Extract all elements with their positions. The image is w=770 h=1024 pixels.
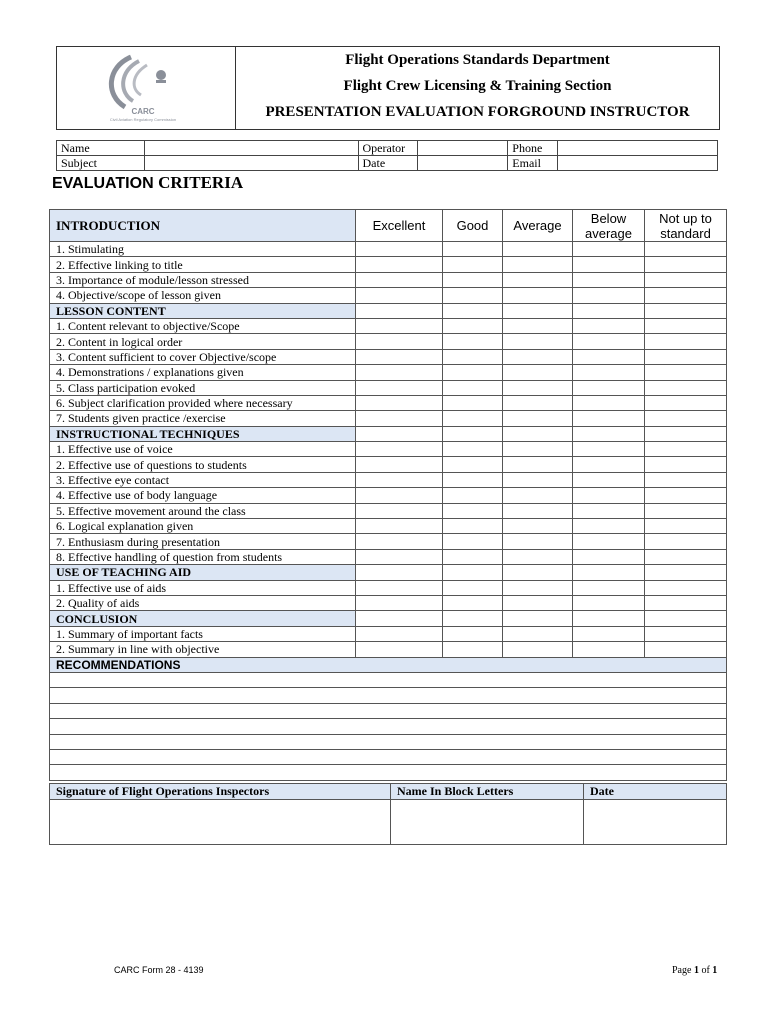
rating-cell[interactable] <box>573 242 645 257</box>
criteria-row <box>50 503 727 518</box>
rating-cell[interactable] <box>503 534 573 549</box>
name-field[interactable] <box>144 141 358 156</box>
rating-cell[interactable] <box>356 411 443 426</box>
rating-cell[interactable] <box>356 580 443 595</box>
evaluation-heading-part2: CRITERIA <box>158 173 244 192</box>
rating-cell[interactable] <box>645 365 727 380</box>
rating-cell[interactable] <box>503 395 573 410</box>
rating-cell[interactable] <box>503 380 573 395</box>
rating-cell[interactable] <box>443 565 503 580</box>
rating-cell[interactable] <box>443 457 503 472</box>
criteria-row <box>50 257 727 272</box>
rating-cell[interactable] <box>356 365 443 380</box>
evaluation-heading <box>52 173 243 193</box>
criteria-label: 1. Effective use of aids <box>50 580 356 595</box>
rating-cell[interactable] <box>645 272 727 287</box>
rating-cell[interactable] <box>503 272 573 287</box>
block-letters-header: Name In Block Letters <box>391 784 584 800</box>
recommendation-field[interactable] <box>50 688 727 703</box>
criteria-row <box>50 488 727 503</box>
rating-cell[interactable] <box>645 580 727 595</box>
rating-cell[interactable] <box>443 380 503 395</box>
rating-cell[interactable] <box>356 272 443 287</box>
section-title: INSTRUCTIONAL TECHNIQUES <box>50 426 356 441</box>
rating-cell[interactable] <box>356 503 443 518</box>
signature-table <box>49 783 727 845</box>
signature-field[interactable] <box>50 800 391 845</box>
rating-column-header: Good <box>443 210 503 242</box>
criteria-label: 2. Summary in line with objective <box>50 642 356 657</box>
rating-cell[interactable] <box>645 349 727 364</box>
rating-cell[interactable] <box>503 365 573 380</box>
criteria-label: 4. Objective/scope of lesson given <box>50 288 356 303</box>
rating-cell[interactable] <box>443 242 503 257</box>
criteria-row <box>50 457 727 472</box>
section-title: Flight Crew Licensing & Training Section <box>343 78 612 94</box>
recommendation-line <box>50 703 727 718</box>
rating-cell[interactable] <box>356 472 443 487</box>
form-header <box>56 46 720 130</box>
rating-cell[interactable] <box>573 595 645 610</box>
criteria-label: 3. Effective eye contact <box>50 472 356 487</box>
rating-column-header: Not up to standard <box>645 210 727 242</box>
rating-cell[interactable] <box>356 303 443 318</box>
criteria-label: 1. Summary of important facts <box>50 626 356 641</box>
rating-cell[interactable] <box>503 503 573 518</box>
rating-cell[interactable] <box>443 442 503 457</box>
criteria-row <box>50 595 727 610</box>
rating-cell[interactable] <box>503 257 573 272</box>
rating-cell[interactable] <box>645 411 727 426</box>
rating-cell[interactable] <box>356 257 443 272</box>
signature-header: Signature of Flight Operations Inspectors <box>50 784 391 800</box>
rating-cell[interactable] <box>645 442 727 457</box>
rating-cell[interactable] <box>645 395 727 410</box>
rating-cell[interactable] <box>443 334 503 349</box>
criteria-row <box>50 365 727 380</box>
rating-cell[interactable] <box>645 503 727 518</box>
rating-column-header: Excellent <box>356 210 443 242</box>
section-title: INTRODUCTION <box>50 210 356 242</box>
phone-field[interactable] <box>558 141 718 156</box>
rating-cell[interactable] <box>356 488 443 503</box>
rating-cell[interactable] <box>503 411 573 426</box>
rating-cell[interactable] <box>503 334 573 349</box>
page-number: 1 <box>693 965 699 976</box>
rating-cell[interactable] <box>573 318 645 333</box>
section-title: CONCLUSION <box>50 611 356 626</box>
rating-cell[interactable] <box>443 503 503 518</box>
criteria-row <box>50 580 727 595</box>
rating-cell[interactable] <box>573 580 645 595</box>
rating-cell[interactable] <box>573 472 645 487</box>
criteria-label: 6. Subject clarification provided where necessary <box>50 395 356 410</box>
criteria-label: 2. Effective use of questions to students <box>50 457 356 472</box>
subject-label: Subject <box>57 156 145 171</box>
recommendation-field[interactable] <box>50 749 727 764</box>
page-of: of <box>698 965 713 976</box>
rating-cell[interactable] <box>503 611 573 626</box>
rating-cell[interactable] <box>573 411 645 426</box>
logo-subtext: Civil Aviation Regulatory Commission <box>109 117 177 122</box>
criteria-row <box>50 472 727 487</box>
criteria-row <box>50 242 727 257</box>
page-indicator <box>672 965 717 976</box>
form-number: CARC Form 28 - 4139 <box>114 965 204 975</box>
rating-cell[interactable] <box>645 472 727 487</box>
logo <box>57 47 236 129</box>
rating-cell[interactable] <box>573 611 645 626</box>
criteria-label: 5. Effective movement around the class <box>50 503 356 518</box>
section-title: LESSON CONTENT <box>50 303 356 318</box>
rating-cell[interactable] <box>645 488 727 503</box>
recommendation-line <box>50 672 727 687</box>
rating-cell[interactable] <box>645 611 727 626</box>
recommendation-field[interactable] <box>50 734 727 749</box>
criteria-row <box>50 626 727 641</box>
rating-cell[interactable] <box>443 318 503 333</box>
section-header-row <box>50 426 727 441</box>
rating-cell[interactable] <box>573 503 645 518</box>
rating-cell[interactable] <box>356 334 443 349</box>
section-header-row <box>50 565 727 580</box>
rating-column-header: Below average <box>573 210 645 242</box>
rating-cell[interactable] <box>645 642 727 657</box>
criteria-row <box>50 549 727 564</box>
criteria-row <box>50 288 727 303</box>
department-title: Flight Operations Standards Department <box>345 52 610 68</box>
rating-cell[interactable] <box>645 549 727 564</box>
criteria-label: 2. Content in logical order <box>50 334 356 349</box>
rating-cell[interactable] <box>645 242 727 257</box>
rating-cell[interactable] <box>645 626 727 641</box>
rating-cell[interactable] <box>573 534 645 549</box>
rating-cell[interactable] <box>356 519 443 534</box>
rating-cell[interactable] <box>503 457 573 472</box>
rating-cell[interactable] <box>573 488 645 503</box>
rating-cell[interactable] <box>645 303 727 318</box>
rating-cell[interactable] <box>645 334 727 349</box>
rating-cell[interactable] <box>503 242 573 257</box>
criteria-row <box>50 349 727 364</box>
rating-cell[interactable] <box>356 626 443 641</box>
page-total: 1 <box>712 965 718 976</box>
criteria-row <box>50 272 727 287</box>
rating-cell[interactable] <box>503 549 573 564</box>
rating-cell[interactable] <box>503 442 573 457</box>
recommendations-header-row <box>50 657 727 672</box>
criteria-label: 6. Logical explanation given <box>50 519 356 534</box>
rating-cell[interactable] <box>645 380 727 395</box>
recommendation-line <box>50 749 727 764</box>
criteria-label: 8. Effective handling of question from students <box>50 549 356 564</box>
rating-cell[interactable] <box>503 318 573 333</box>
rating-cell[interactable] <box>573 272 645 287</box>
rating-cell[interactable] <box>443 272 503 287</box>
rating-cell[interactable] <box>503 472 573 487</box>
rating-cell[interactable] <box>573 426 645 441</box>
recommendation-field[interactable] <box>50 765 727 780</box>
rating-cell[interactable] <box>356 318 443 333</box>
rating-cell[interactable] <box>356 395 443 410</box>
rating-cell[interactable] <box>503 426 573 441</box>
rating-cell[interactable] <box>443 549 503 564</box>
criteria-label: 1. Content relevant to objective/Scope <box>50 318 356 333</box>
recommendation-line <box>50 688 727 703</box>
rating-cell[interactable] <box>443 395 503 410</box>
rating-cell[interactable] <box>573 257 645 272</box>
email-label: Email <box>508 156 558 171</box>
rating-cell[interactable] <box>356 595 443 610</box>
operator-label: Operator <box>358 141 418 156</box>
rating-cell[interactable] <box>645 534 727 549</box>
recommendation-line <box>50 765 727 780</box>
recommendation-line <box>50 719 727 734</box>
criteria-row <box>50 442 727 457</box>
rating-cell[interactable] <box>443 303 503 318</box>
rating-cell[interactable] <box>573 642 645 657</box>
criteria-label: 5. Class participation evoked <box>50 380 356 395</box>
rating-cell[interactable] <box>503 642 573 657</box>
rating-cell[interactable] <box>356 380 443 395</box>
evaluation-table <box>49 209 727 781</box>
criteria-label: 4. Demonstrations / explanations given <box>50 365 356 380</box>
section-header-row <box>50 303 727 318</box>
rating-cell[interactable] <box>573 519 645 534</box>
rating-cell[interactable] <box>356 426 443 441</box>
rating-cell[interactable] <box>356 242 443 257</box>
rating-cell[interactable] <box>443 488 503 503</box>
rating-cell[interactable] <box>645 288 727 303</box>
rating-cell[interactable] <box>443 595 503 610</box>
name-label: Name <box>57 141 145 156</box>
form-title: PRESENTATION EVALUATION FORGROUND INSTRUCTOR <box>265 104 690 120</box>
signature-date-header: Date <box>584 784 727 800</box>
rating-cell[interactable] <box>573 457 645 472</box>
rating-cell[interactable] <box>356 457 443 472</box>
criteria-row <box>50 380 727 395</box>
evaluation-heading-part1: EVALUATION <box>52 175 159 192</box>
page-prefix: Page <box>672 965 694 976</box>
criteria-label: 2. Quality of aids <box>50 595 356 610</box>
rating-cell[interactable] <box>645 457 727 472</box>
rating-cell[interactable] <box>573 565 645 580</box>
criteria-label: 1. Effective use of voice <box>50 442 356 457</box>
rating-cell[interactable] <box>356 565 443 580</box>
rating-cell[interactable] <box>573 288 645 303</box>
criteria-row <box>50 334 727 349</box>
criteria-label: 3. Content sufficient to cover Objective/scope <box>50 349 356 364</box>
block-letters-field[interactable] <box>391 800 584 845</box>
carc-logo-icon <box>57 47 235 129</box>
rating-cell[interactable] <box>573 334 645 349</box>
rating-cell[interactable] <box>443 349 503 364</box>
rating-cell[interactable] <box>356 611 443 626</box>
criteria-row <box>50 395 727 410</box>
section-title: USE OF TEACHING AID <box>50 565 356 580</box>
rating-cell[interactable] <box>573 626 645 641</box>
rating-cell[interactable] <box>573 349 645 364</box>
rating-column-header: Average <box>503 210 573 242</box>
rating-cell[interactable] <box>443 257 503 272</box>
rating-cell[interactable] <box>645 565 727 580</box>
info-table <box>56 140 718 171</box>
section-header-row <box>50 210 727 242</box>
rating-cell[interactable] <box>645 595 727 610</box>
rating-cell[interactable] <box>645 257 727 272</box>
email-field[interactable] <box>558 156 718 171</box>
criteria-label: 4. Effective use of body language <box>50 488 356 503</box>
rating-cell[interactable] <box>443 472 503 487</box>
rating-cell[interactable] <box>573 442 645 457</box>
signature-date-field[interactable] <box>584 800 727 845</box>
criteria-label: 7. Students given practice /exercise <box>50 411 356 426</box>
criteria-label: 7. Enthusiasm during presentation <box>50 534 356 549</box>
section-header-row <box>50 611 727 626</box>
criteria-row <box>50 519 727 534</box>
rating-cell[interactable] <box>573 380 645 395</box>
criteria-label: 3. Importance of module/lesson stressed <box>50 272 356 287</box>
rating-cell[interactable] <box>356 442 443 457</box>
rating-cell[interactable] <box>356 349 443 364</box>
phone-label: Phone <box>508 141 558 156</box>
rating-cell[interactable] <box>503 580 573 595</box>
recommendations-title: RECOMMENDATIONS <box>50 657 727 672</box>
rating-cell[interactable] <box>503 519 573 534</box>
rating-cell[interactable] <box>443 534 503 549</box>
criteria-row <box>50 642 727 657</box>
criteria-row <box>50 534 727 549</box>
criteria-label: 1. Stimulating <box>50 242 356 257</box>
rating-cell[interactable] <box>443 288 503 303</box>
rating-cell[interactable] <box>443 611 503 626</box>
rating-cell[interactable] <box>573 365 645 380</box>
rating-cell[interactable] <box>503 488 573 503</box>
rating-cell[interactable] <box>573 549 645 564</box>
rating-cell[interactable] <box>645 318 727 333</box>
rating-cell[interactable] <box>503 303 573 318</box>
rating-cell[interactable] <box>356 288 443 303</box>
rating-cell[interactable] <box>503 349 573 364</box>
rating-cell[interactable] <box>356 534 443 549</box>
rating-cell[interactable] <box>356 549 443 564</box>
recommendation-line <box>50 734 727 749</box>
subject-field[interactable] <box>144 156 358 171</box>
rating-cell[interactable] <box>503 595 573 610</box>
rating-cell[interactable] <box>443 626 503 641</box>
recommendation-field[interactable] <box>50 719 727 734</box>
criteria-row <box>50 318 727 333</box>
recommendation-field[interactable] <box>50 703 727 718</box>
criteria-label: 2. Effective linking to title <box>50 257 356 272</box>
rating-cell[interactable] <box>443 580 503 595</box>
rating-cell[interactable] <box>443 642 503 657</box>
logo-text: CARC <box>131 107 155 116</box>
rating-cell[interactable] <box>443 426 503 441</box>
rating-cell[interactable] <box>356 642 443 657</box>
rating-cell[interactable] <box>443 519 503 534</box>
rating-cell[interactable] <box>573 303 645 318</box>
date-field[interactable] <box>418 156 508 171</box>
rating-cell[interactable] <box>645 519 727 534</box>
rating-cell[interactable] <box>443 411 503 426</box>
criteria-row <box>50 411 727 426</box>
recommendation-field[interactable] <box>50 672 727 687</box>
rating-cell[interactable] <box>443 365 503 380</box>
rating-cell[interactable] <box>573 395 645 410</box>
date-label: Date <box>358 156 418 171</box>
rating-cell[interactable] <box>503 626 573 641</box>
operator-field[interactable] <box>418 141 508 156</box>
rating-cell[interactable] <box>503 565 573 580</box>
rating-cell[interactable] <box>645 426 727 441</box>
rating-cell[interactable] <box>503 288 573 303</box>
